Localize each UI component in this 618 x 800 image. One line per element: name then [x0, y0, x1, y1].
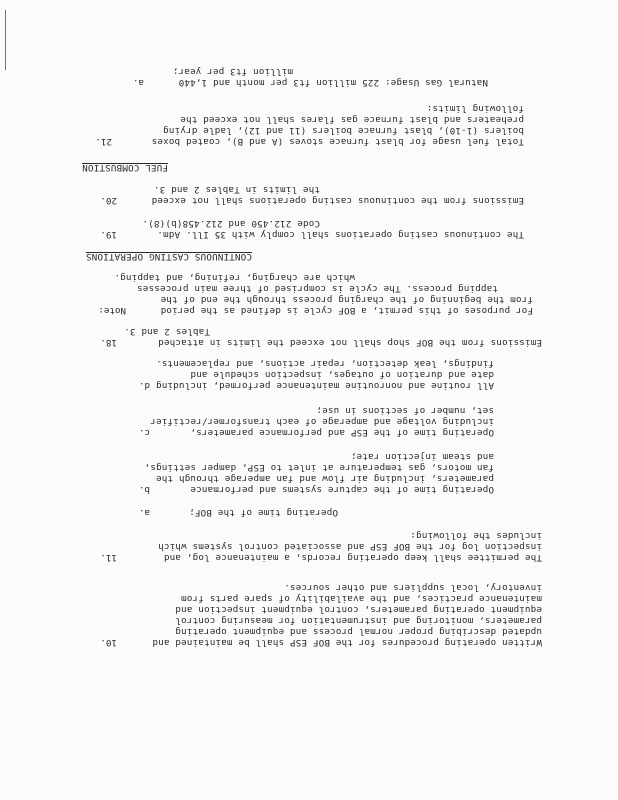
- item-18-number: 18.: [100, 337, 117, 348]
- item-11-line: inspection log for the BOF ESP and associated control systems which: [158, 541, 542, 552]
- item-11c-line: Operating time of the ESP and performance parameters,: [190, 427, 494, 438]
- note-line: which are charging, refining, and tapping.: [114, 272, 355, 283]
- item-18-line: Tables 2 and 3.: [124, 326, 210, 337]
- section-heading-casting: CONTINUOUS CASTING OPERATIONS: [85, 251, 252, 262]
- item-11b-line: and steam injection rate;: [350, 451, 494, 462]
- item-10-line: inventory, local suppliers and other sources.: [284, 582, 542, 593]
- item-21-line: preheaters and blast furnace gas flares shall not exceed the: [180, 114, 524, 125]
- item-21a-line: million ft3 per year;: [172, 66, 293, 77]
- note-label: Note:: [98, 305, 126, 316]
- item-11c-letter: c.: [138, 427, 150, 438]
- item-10-line: maintenance practices, and the availability of spare parts from: [180, 593, 542, 604]
- item-11b-line: Operating time of the capture systems and performance: [190, 484, 494, 495]
- item-21a-letter: a.: [132, 77, 144, 88]
- item-19-line: The continuous casting operations shall comply with 35 Ill. Adm.: [157, 229, 524, 240]
- item-21-number: 21.: [95, 136, 112, 147]
- item-11d-letter: d.: [138, 380, 150, 391]
- item-20-line: Emissions from the continuous casting operations shall not exceed: [151, 195, 524, 206]
- item-11-line: The permittee shall keep operating records, a maintenance log, and: [163, 552, 542, 563]
- item-10-line: Written operating procedures for the BOF ESP shall be maintained and: [152, 637, 542, 648]
- item-11a-line: Operating time of the BOF;: [188, 507, 338, 518]
- item-19-number: 19.: [100, 229, 117, 240]
- note-line: from the beginning of the charging process through the end of the: [160, 294, 533, 305]
- item-11-line: includes the following:: [410, 530, 542, 541]
- item-11b-line: fan motors, gas temperature at inlet to ESP, damper settings,: [144, 462, 494, 473]
- scan-edge-mark: [5, 10, 6, 70]
- item-11d-line: All routine and nonroutine maintenance performed, including: [155, 380, 494, 391]
- item-10-line: updated describing proper normal process and equipment operating: [175, 626, 542, 637]
- section-heading-fuel: FUEL COMBUSTION: [82, 162, 168, 173]
- item-11b-letter: b.: [138, 484, 150, 495]
- item-20-number: 20.: [100, 195, 117, 206]
- item-10-line: equipment operating parameters, control equipment inspection and: [175, 604, 542, 615]
- item-21-line: following limits:: [426, 103, 524, 114]
- item-11d-line: date and duration of outages, inspection schedule and: [190, 369, 494, 380]
- item-11b-line: parameters, including air flow and fan amperage through the: [155, 473, 494, 484]
- item-21-line: boilers (1-10), blast furnace boilers (11 and 12), ladle drying: [162, 125, 524, 136]
- item-21-line: Total fuel usage for blast furnace stoves (A and B), coated boxes: [151, 136, 524, 147]
- item-11c-line: set, number of sections in use;: [316, 405, 494, 416]
- item-11d-line: findings, leak detection, repair actions, and replacements.: [155, 358, 494, 369]
- item-19-line: Code 212.450 and 212.458(b)(8).: [142, 218, 320, 229]
- item-11c-line: including voltage and amperage of each transformer/rectifier: [150, 416, 494, 427]
- item-18-line: Emissions from the BOF shop shall not exceed the limits in attached: [158, 337, 542, 348]
- note-line: For purposes of this permit, a BOF cycle is defined as the period: [160, 305, 533, 316]
- item-10-line: parameters, monitoring and instrumentation for measuring control: [175, 615, 542, 626]
- item-10-number: 10.: [100, 637, 117, 648]
- note-line: tapping process. The cycle is comprised of three main processes: [136, 283, 498, 294]
- item-20-line: the limits in Tables 2 and 3.: [153, 184, 320, 195]
- item-21a-line: Natural Gas Usage: 225 million ft3 per month and 1,440: [178, 77, 488, 88]
- item-11a-letter: a.: [138, 507, 150, 518]
- item-11-number: 11.: [100, 552, 117, 563]
